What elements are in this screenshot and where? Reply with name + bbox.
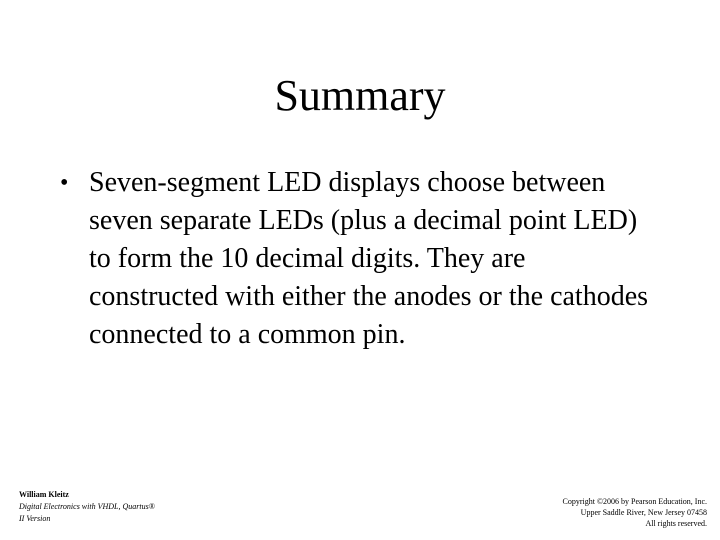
footer-book-title-line-2: II Version [19, 514, 51, 523]
copyright-line: Copyright ©2006 by Pearson Education, Inc. [562, 497, 707, 506]
slide-title: Summary [274, 71, 446, 120]
rights-line: All rights reserved. [645, 519, 707, 528]
publisher-address-line: Upper Saddle River, New Jersey 07458 [580, 508, 707, 517]
footer-author: William Kleitz [19, 490, 69, 499]
footer-right [407, 496, 707, 529]
footer-left [19, 489, 279, 525]
bullet-list [60, 164, 660, 354]
bullet-text: Seven-segment LED displays choose between seven separate LEDs (plus a decimal point LED) to form the 10 decimal digits. They are constructed with either the anodes or the cathodes connected to a common pin. [89, 167, 649, 350]
bullet-marker: • [60, 170, 69, 196]
bullet-item [60, 164, 660, 354]
footer-book-title-line-1: Digital Electronics with VHDL, Quartus® [19, 502, 155, 511]
